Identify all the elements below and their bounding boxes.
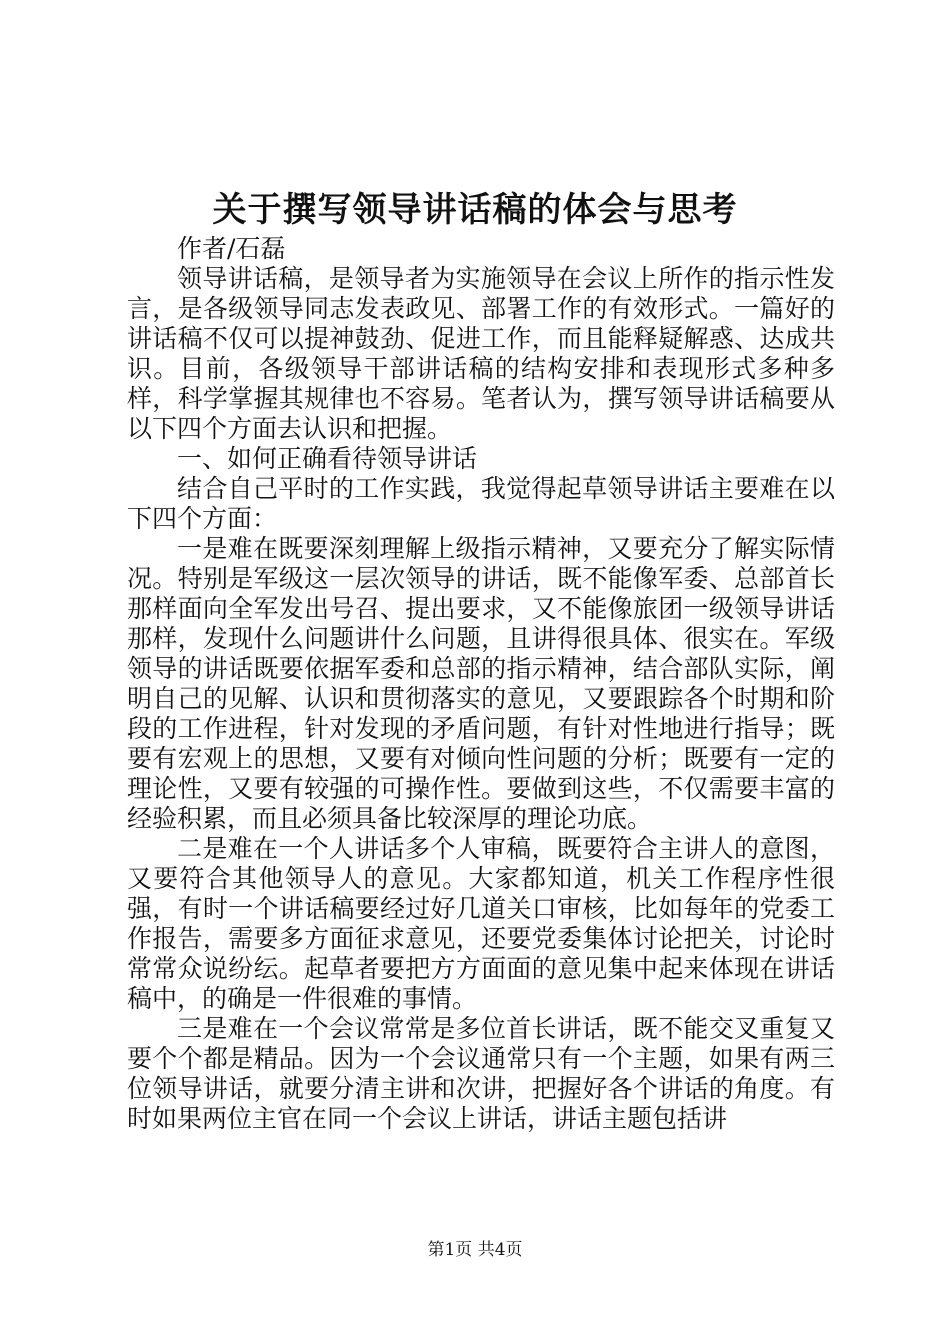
section-heading: 一、如何正确看待领导讲话 (177, 444, 478, 473)
document-title: 关于撰写领导讲话稿的体会与思考 (212, 190, 738, 230)
paragraph: 一是难在既要深刻理解上级指示精神，又要充分了解实际情况。特别是军级这一层次领导的讲话，既不能像军委、总部首长那样面向全军发出号召、提出要求，又不能像旅团一级领导讲话那样，发现什么问题讲什么问题，且讲得很具体、很实在。军级领导的讲话既要依据军委和总部的指示精神，结合部队实际，阐明自己的见解、认识和贯彻落实的意见，又要跟踪各个时期和阶段的工作进程，针对发现的矛盾问题，有针对性地进行指导；既要有宏观上的思想，又要有对倾向性问题的分析；既要有一定的理论性，又要有较强的可操作性。要做到这些，不仅需要丰富的经验积累，而且必须具备比较深厚的理论功底。 (127, 534, 835, 833)
paragraph: 领导讲话稿，是领导者为实施领导在会议上所作的指示性发言，是各级领导同志发表政见、部署工作的有效形式。一篇好的讲话稿不仅可以提神鼓劲、促进工作，而且能释疑解惑、达成共识。目前，各级领导干部讲话稿的结构安排和表现形式多种多样，科学掌握其规律也不容易。笔者认为，撰写领导讲话稿要从以下四个方面去认识和把握。 (127, 264, 835, 443)
paragraph: 三是难在一个会议常常是多位首长讲话，既不能交叉重复又要个个都是精品。因为一个会议通常只有一个主题，如果有两三位领导讲话，就要分清主讲和次讲，把握好各个讲话的角度。有时如果两位主官在同一个会议上讲话，讲话主题包括讲 (127, 1014, 835, 1133)
paragraph: 结合自己平时的工作实践，我觉得起草领导讲话主要难在以下四个方面： (127, 474, 835, 533)
paragraph: 二是难在一个人讲话多个人审稿，既要符合主讲人的意图，又要符合其他领导人的意见。大家都知道，机关工作程序性很强，有时一个讲话稿要经过好几道关口审核，比如每年的党委工作报告，需要多方面征求意见，还要党委集体讨论把关，讨论时常常众说纷纭。起草者要把方方面面的意见集中起来体现在讲话稿中，的确是一件很难的事情。 (127, 834, 835, 1013)
page-footer: 第1页 共4页 (427, 1240, 523, 1260)
author-line: 作者/石磊 (177, 234, 286, 263)
document-body (127, 234, 835, 1134)
